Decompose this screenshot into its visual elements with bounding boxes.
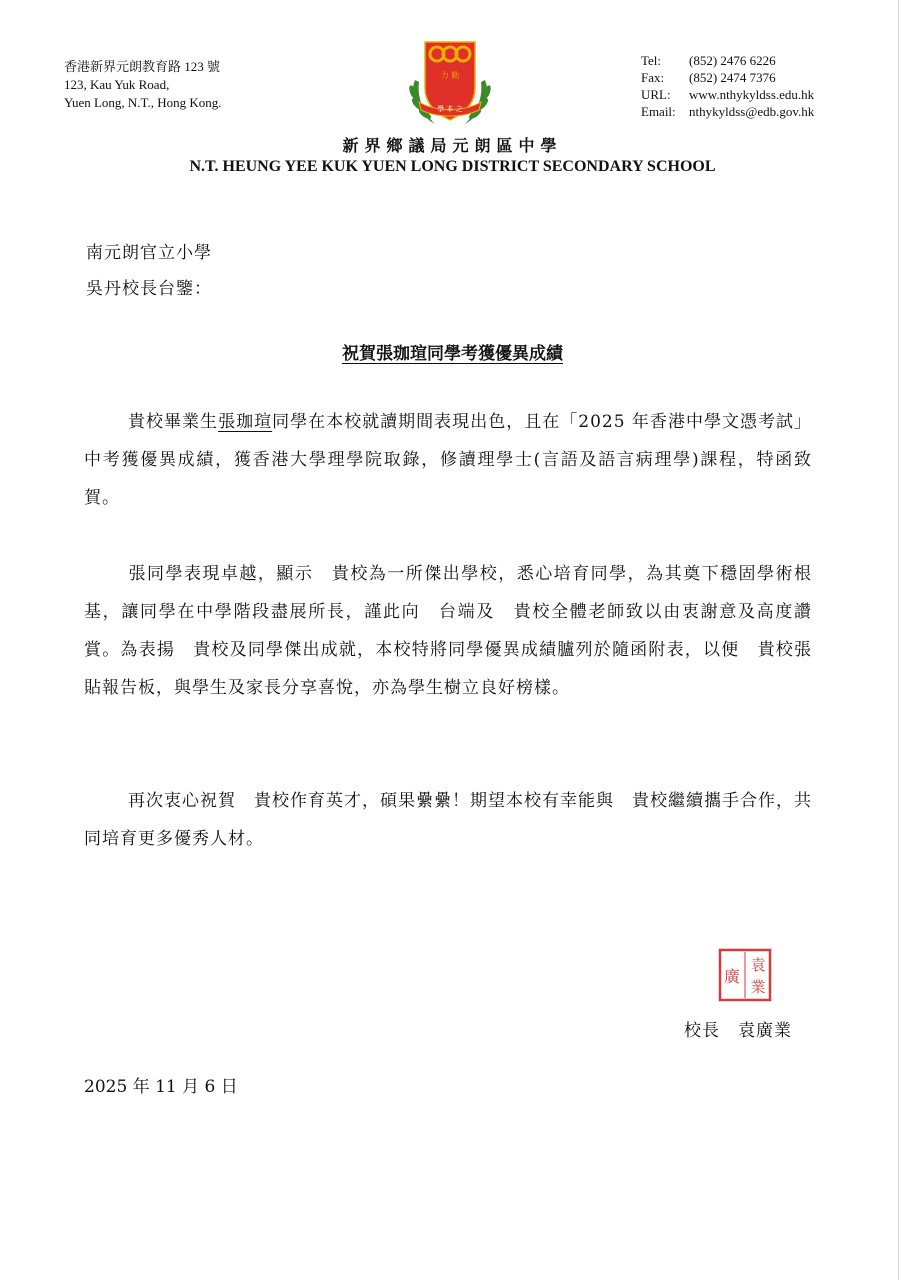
signer-line: 校長 袁廣業: [684, 1021, 792, 1041]
principal-seal-icon: [718, 948, 772, 1002]
school-name-english: N.T. HEUNG YEE KUK YUEN LONG DISTRICT SECONDARY SCHOOL: [189, 158, 716, 175]
svg-text:學 本 之: 學 本 之: [437, 105, 463, 113]
student-name: 張珈瑄: [218, 412, 273, 432]
svg-text:袁: 袁: [750, 956, 766, 974]
contact-email[interactable]: Email: nthykyldss@edb.gov.hk: [641, 104, 815, 119]
school-name-chinese: 新界鄉議局元朗區中學: [342, 136, 563, 155]
letter-date: 2025 年 11 月 6 日: [84, 1077, 238, 1097]
paragraph-congratulation: 貴校畢業生張珈瑄同學在本校就讀期間表現出色，且在「2025 年香港中學文憑考試」中考獲優異成績，獲香港大學理學院取錄，修讀理學士(言語及語言病理學)課程，特函致賀。: [84, 412, 813, 508]
contact-url[interactable]: URL: www.nthykyldss.edu.hk: [641, 87, 815, 102]
contact-fax: Fax: (852) 2474 7376: [641, 70, 776, 85]
svg-text:業: 業: [750, 978, 766, 996]
contact-block: [641, 52, 814, 120]
svg-text:廣: 廣: [723, 967, 741, 986]
school-address: [64, 58, 222, 112]
contact-tel: Tel: (852) 2476 6226: [641, 53, 776, 68]
recipient-person: 吳丹校長台鑒：: [86, 279, 212, 299]
address-line-district: Yuen Long, N.T., Hong Kong.: [64, 95, 222, 110]
letter-subject: 祝賀張珈瑄同學考獲優異成績: [342, 344, 563, 364]
address-line-street: 123, Kau Yuk Road,: [64, 77, 170, 92]
page-edge: [898, 0, 899, 1280]
paragraph-appreciation: 張同學表現卓越，顯示 貴校為一所傑出學校，悉心培育同學，為其奠下穩固學術根基，讓同學在中學階段盡展所長，謹此向 台端及 貴校全體老師致以由衷謝意及高度讚賞。為表揚 貴校及同學傑出成就，本校特將同學優異成績臚列於隨函附表，以便 貴校張貼報告板，與學生及家長分享喜悅，亦為學生樹立良好榜樣。: [84, 564, 812, 698]
recipient-school: 南元朗官立小學: [86, 243, 212, 263]
paragraph-closing: 再次衷心祝賀 貴校作育英才，碩果纍纍！期望本校有幸能與 貴校繼續攜手合作，共同培育更多優秀人材。: [84, 791, 812, 849]
address-line-cn: 香港新界元朗教育路 123 號: [64, 59, 221, 74]
school-crest-icon: [405, 40, 495, 130]
svg-text:力 勤: 力 勤: [440, 71, 460, 80]
